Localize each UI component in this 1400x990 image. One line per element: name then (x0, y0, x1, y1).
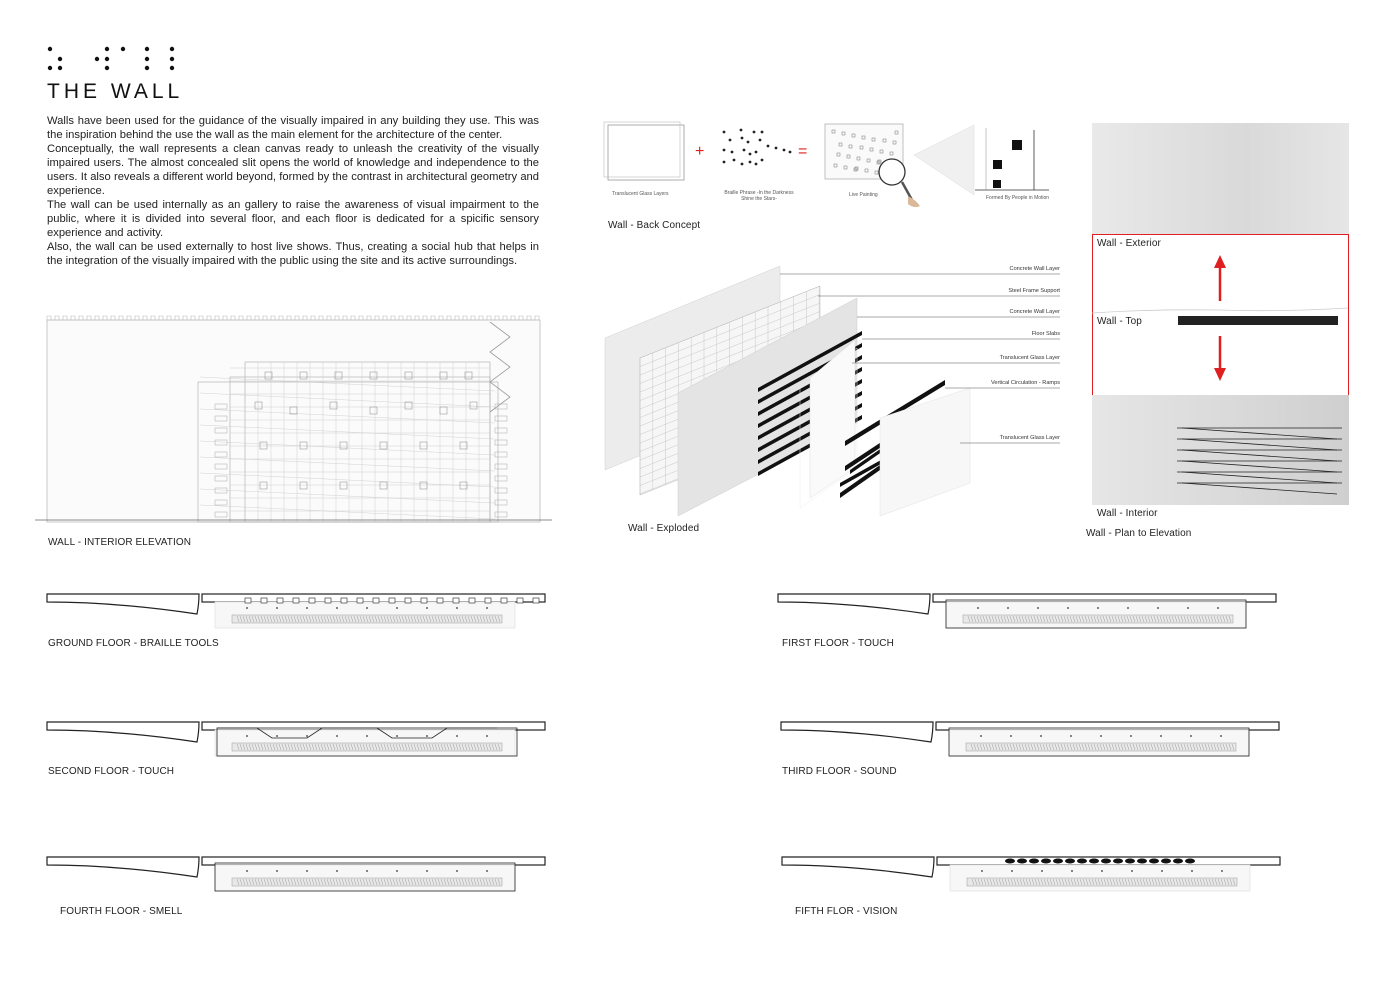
column-dot (246, 607, 248, 609)
floor-caption: FOURTH FLOOR - SMELL (60, 906, 183, 917)
floor-plan-drawing (782, 853, 1287, 898)
vision-opening (1161, 859, 1171, 864)
floor-plan-drawing (47, 590, 552, 635)
intro-text (47, 114, 539, 268)
column-dot (276, 607, 278, 609)
column-dot (486, 607, 488, 609)
column-dot (456, 607, 458, 609)
ramp-line (1182, 450, 1337, 461)
vision-opening (1137, 859, 1147, 864)
braille-tool (309, 598, 315, 603)
exploded-label: Translucent Glass Layer (999, 435, 1060, 441)
braille-dot (767, 145, 770, 148)
intro-paragraph: The wall can be used internally as an gallery to raise the awareness of visual impairment to the public, where it is divided into several floor, and each floor is dedicated for a spicific sensory experience and activity. (47, 199, 539, 239)
plan-exterior-label: Wall - Exterior (1097, 238, 1161, 249)
column-dot (456, 735, 458, 737)
floor-caption: FIRST FLOOR - TOUCH (782, 638, 894, 649)
column-dot (1157, 607, 1159, 609)
concept-label: Formed By People in Motion (986, 195, 1050, 201)
braille-dot (789, 151, 792, 154)
column-dot (1071, 870, 1073, 872)
braille-title-icon (47, 45, 187, 75)
ramp-line (1182, 461, 1337, 472)
concept-label: Live Painting (849, 192, 878, 198)
page-title: THE WALL (47, 80, 184, 103)
ramp-line (1182, 439, 1337, 450)
braille-dot (723, 161, 726, 164)
braille-dot (747, 141, 750, 144)
plan-top-label: Wall - Top (1097, 316, 1142, 327)
vision-opening (1185, 859, 1195, 864)
column-dot (366, 735, 368, 737)
column-dot (1191, 870, 1193, 872)
braille-tool (453, 598, 459, 603)
curved-wall (781, 722, 933, 742)
column-dot (396, 735, 398, 737)
vision-opening (1173, 859, 1183, 864)
column-dot (1221, 870, 1223, 872)
column-dot (366, 870, 368, 872)
column-dot (1187, 607, 1189, 609)
vision-opening (1089, 859, 1099, 864)
exploded-label: Concrete Wall Layer (1009, 266, 1060, 272)
vision-opening (1149, 859, 1159, 864)
braille-dot (741, 163, 744, 166)
column-dot (1161, 870, 1163, 872)
back-concept-caption: Wall - Back Concept (608, 220, 701, 231)
braille-dot (723, 149, 726, 152)
floor-plan-drawing (781, 718, 1286, 763)
concept-label: Translucent Glass Layers (612, 191, 669, 197)
braille-dot (761, 159, 764, 162)
ramp-line (1182, 428, 1337, 439)
main-wall (936, 722, 1279, 730)
column-dot (246, 735, 248, 737)
braille-tool (501, 598, 507, 603)
braille-tool (293, 598, 299, 603)
column-dot (1220, 735, 1222, 737)
column-dot (1217, 607, 1219, 609)
column-dot (1100, 735, 1102, 737)
braille-dot (731, 151, 734, 154)
vision-opening (1041, 859, 1051, 864)
column-dot (1190, 735, 1192, 737)
concept-label-line: Shine the Stars- (741, 196, 777, 202)
curved-wall (47, 594, 199, 614)
column-dot (426, 870, 428, 872)
exploded-label: Translucent Glass Layer (999, 355, 1060, 361)
column-dot (336, 607, 338, 609)
braille-dot (755, 163, 758, 166)
braille-tool (469, 598, 475, 603)
braille-tool (485, 598, 491, 603)
plan-interior-label: Wall - Interior (1097, 508, 1158, 519)
column-dot (1097, 607, 1099, 609)
concept-label (710, 190, 808, 202)
intro-paragraph: Walls have been used for the guidance of the visually impaired in any building they use. This was the inspiration behind the use the wall as the main element for the architecture of the center. (47, 115, 539, 141)
exploded-label: Concrete Wall Layer (1009, 309, 1060, 315)
column-dot (486, 735, 488, 737)
interior-elevation-drawing (40, 312, 550, 524)
column-dot (396, 607, 398, 609)
column-dot (336, 870, 338, 872)
vision-opening (1005, 859, 1015, 864)
equals-sign: = (798, 143, 808, 160)
column-dot (1007, 607, 1009, 609)
column-dot (1127, 607, 1129, 609)
braille-dot (755, 151, 758, 154)
column-dot (336, 735, 338, 737)
braille-tool (341, 598, 347, 603)
column-dot (1130, 735, 1132, 737)
column-dot (977, 607, 979, 609)
braille-dot (759, 139, 762, 142)
vision-opening (1017, 859, 1027, 864)
curved-wall (47, 722, 199, 742)
braille-dot (761, 131, 764, 134)
braille-dot (723, 131, 726, 134)
exploded-label: Vertical Circulation - Ramps (990, 380, 1060, 386)
braille-dot (733, 159, 736, 162)
column-dot (246, 870, 248, 872)
vision-opening (1065, 859, 1075, 864)
floor-caption: GROUND FLOOR - BRAILLE TOOLS (48, 638, 219, 649)
floor-plan-drawing (778, 590, 1283, 635)
braille-tool (357, 598, 363, 603)
column-dot (1037, 607, 1039, 609)
vision-opening (1029, 859, 1039, 864)
exploded-caption: Wall - Exploded (628, 523, 700, 534)
curved-wall (782, 857, 934, 877)
column-dot (276, 870, 278, 872)
column-dot (980, 735, 982, 737)
braille-dot (753, 131, 756, 134)
braille-dot (741, 137, 744, 140)
main-wall (202, 722, 545, 730)
braille-tool (277, 598, 283, 603)
vision-opening (1113, 859, 1123, 864)
floor-plan-drawing (47, 853, 552, 898)
column-dot (1011, 870, 1013, 872)
braille-dot (749, 153, 752, 156)
column-dot (1131, 870, 1133, 872)
column-dot (1040, 735, 1042, 737)
concept-label-line: Braille Phrase -In the Darkness (724, 190, 794, 196)
braille-tool (373, 598, 379, 603)
main-wall (202, 857, 545, 865)
column-dot (306, 607, 308, 609)
curved-wall (778, 594, 930, 614)
braille-dot (749, 161, 752, 164)
plus-sign: + (695, 143, 705, 160)
braille-tool (389, 598, 395, 603)
braille-dot (775, 147, 778, 150)
column-dot (306, 735, 308, 737)
braille-tool (437, 598, 443, 603)
column-dot (1101, 870, 1103, 872)
vision-opening (1101, 859, 1111, 864)
curved-wall (47, 857, 199, 877)
column-dot (1160, 735, 1162, 737)
intro-paragraph: Conceptually, the wall represents a clean canvas ready to unleash the creativity of the visually impaired users. The almost concealed slit opens the world of knowledge and independence to the users. It also reveals a different world beyond, formed by the contrast in architectural geometry and experience. (47, 143, 539, 197)
column-dot (306, 870, 308, 872)
floor-caption: THIRD FLOOR - SOUND (782, 766, 897, 777)
exploded-label: Steel Frame Support (1008, 288, 1060, 294)
intro-paragraph: Also, the wall can be used externally to host live shows. Thus, creating a social hub that helps in the integration of the visually impaired with the public using the site and its active surroundings. (47, 241, 539, 267)
plan-elevation-caption: Wall - Plan to Elevation (1086, 528, 1192, 539)
floor-caption: FIFTH FLOR - VISION (795, 906, 898, 917)
column-dot (366, 607, 368, 609)
exploded-label: Floor Slabs (1031, 331, 1060, 337)
column-dot (1070, 735, 1072, 737)
column-dot (396, 870, 398, 872)
column-dot (456, 870, 458, 872)
braille-dot (743, 149, 746, 152)
column-dot (426, 735, 428, 737)
column-dot (1067, 607, 1069, 609)
braille-dot (783, 149, 786, 152)
column-dot (1041, 870, 1043, 872)
braille-tool (517, 598, 523, 603)
floor-plan-drawing (47, 718, 552, 763)
column-dot (486, 870, 488, 872)
vision-opening (1125, 859, 1135, 864)
column-dot (1010, 735, 1012, 737)
braille-tool (405, 598, 411, 603)
column-dot (981, 870, 983, 872)
braille-tool (325, 598, 331, 603)
main-wall (933, 594, 1276, 602)
braille-dot (729, 139, 732, 142)
braille-tool (245, 598, 251, 603)
ramp-line (1182, 483, 1337, 494)
exploded-drawing (600, 258, 1070, 528)
column-dot (426, 607, 428, 609)
column-dot (276, 735, 278, 737)
vision-opening (1053, 859, 1063, 864)
braille-tool (533, 598, 539, 603)
braille-tool (261, 598, 267, 603)
braille-tool (421, 598, 427, 603)
ramp-line (1182, 472, 1337, 483)
braille-dot (740, 129, 743, 132)
interior-elevation-caption: WALL - INTERIOR ELEVATION (48, 537, 192, 548)
vision-opening (1077, 859, 1087, 864)
floor-caption: SECOND FLOOR - TOUCH (48, 766, 175, 777)
